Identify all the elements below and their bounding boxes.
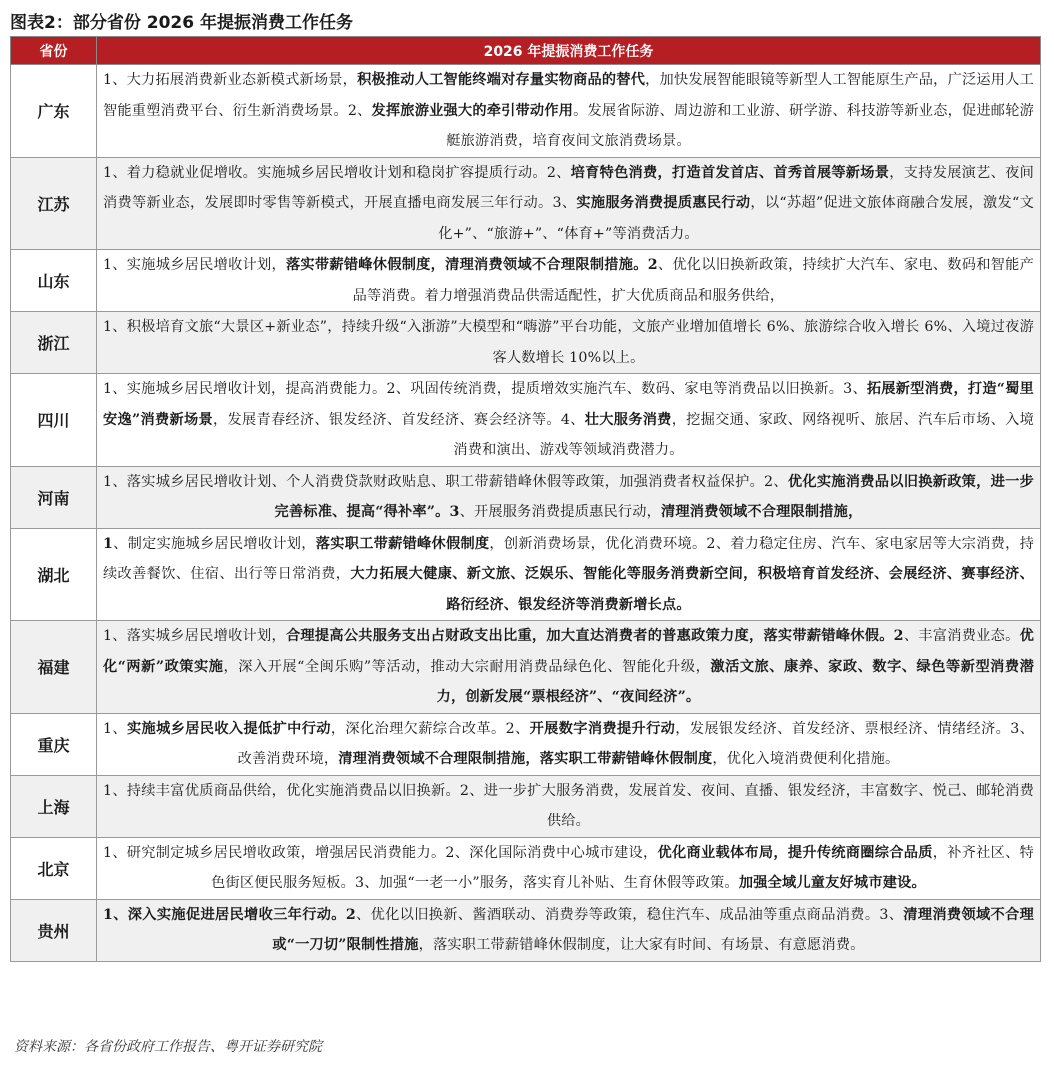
- province-cell: 山东: [11, 250, 97, 312]
- table-row: [11, 837, 1041, 899]
- task-text-bold: 实施服务消费提质惠民行动: [576, 195, 751, 211]
- table-row: [11, 621, 1041, 714]
- task-text-bold: 发挥旅游业强大的牵引带动作用: [371, 102, 574, 119]
- figure-caption: 图表2：部分省份 2026 年提振消费工作任务: [10, 13, 353, 33]
- table-row: [11, 466, 1041, 528]
- task-cell: [97, 775, 1041, 837]
- table-row: [11, 374, 1041, 467]
- table-row: [11, 713, 1041, 775]
- table-row: [11, 65, 1041, 158]
- task-text-bold: 落实带薪错峰休假制度，清理消费领域不合理限制措施。2: [285, 257, 658, 273]
- task-text: 、优化以旧换新、酱酒联动、消费券等政策，稳住汽车、成品油等重点商品消费。3、: [355, 906, 904, 923]
- task-text: 、丰富消费业态。: [903, 628, 1020, 644]
- task-text: ，优化入境消费便利化措施。: [712, 751, 900, 767]
- task-text: 1、积极培育文旅“大景区+新业态”，持续升级“入浙游”大模型和“嗨游”平台功能，文旅产业增加值增长 6%、旅游综合收入增长 6%、入境过夜游客人数增长 10%以上。: [103, 319, 1034, 366]
- table-row: [11, 775, 1041, 837]
- table-header-row: [11, 37, 1041, 65]
- province-cell: 广东: [11, 65, 97, 158]
- task-text-bold: 落实职工带薪错峰休假制度: [315, 535, 490, 552]
- table-row: [11, 157, 1041, 250]
- task-text: 1、研究制定城乡居民增收政策，增强居民消费能力。2、深化国际消费中心城市建设，: [103, 844, 658, 861]
- province-cell: 四川: [11, 374, 97, 467]
- task-text: 1、落实城乡居民增收计划、个人消费贷款财政贴息、职工带薪错峰休假等政策，加强消费者权益保护。2、: [103, 473, 788, 490]
- task-cell: [97, 713, 1041, 775]
- task-text: 、开展服务消费提质惠民行动，: [459, 504, 662, 520]
- task-text-bold: 1、深入实施促进居民增收三年行动。2: [103, 906, 356, 923]
- table-row: [11, 899, 1041, 961]
- task-text: ，深入开展“全闽乐购”等活动，推动大宗耐用消费品绿色化、智能化升级，: [223, 658, 711, 675]
- task-text: ，创新消费场景，优化消费环境。2、着力稳定住房、汽车、家电家居等大宗消费，持续改善餐饮、住宿、出行等日常消费，: [103, 535, 1034, 582]
- task-text: ，挖掘交通、家政、网络视听、旅居、汽车后市场、入境消费和演出、游戏等领域消费潜力。: [453, 411, 1034, 458]
- task-text: 、优化以旧换新政策，持续扩大汽车、家电、数码和智能产品等消费。着力增强消费品供需适配性，扩大优质商品和服务供给，: [352, 257, 1034, 304]
- table-row: [11, 528, 1041, 621]
- province-cell: 上海: [11, 775, 97, 837]
- task-cell: [97, 250, 1041, 312]
- province-cell: 河南: [11, 466, 97, 528]
- task-cell: [97, 374, 1041, 467]
- province-cell: 贵州: [11, 899, 97, 961]
- task-text-bold: 优化“两新”政策实施: [103, 628, 1034, 675]
- task-cell: [97, 65, 1041, 158]
- task-cell: [97, 466, 1041, 528]
- task-text-bold: 加强全域儿童友好城市建设。: [738, 875, 926, 891]
- province-cell: 重庆: [11, 713, 97, 775]
- table-row: [11, 250, 1041, 312]
- task-text: 1、: [103, 720, 127, 737]
- task-cell: [97, 837, 1041, 899]
- header-province: 省份: [11, 37, 97, 65]
- task-text: ，深化治理欠薪综合改革。2、: [330, 720, 530, 737]
- table-body: [11, 65, 1041, 962]
- source-note: 资料来源：各省份政府工作报告、粤开证券研究院: [14, 1039, 322, 1055]
- task-text: 。发展省际游、周边游和工业游、研学游、科技游等新业态，促进邮轮游艇旅游消费，培育夜间文旅消费场景。: [446, 102, 1035, 149]
- task-text-bold: 1: [103, 535, 114, 552]
- task-text-bold: 大力拓展大健康、新文旅、泛娱乐、智能化等服务消费新空间，积极培育首发经济、会展经济、赛事经济、路衍经济、银发经济等消费新增长点。: [350, 566, 1034, 613]
- task-text: 1、大力拓展消费新业态新模式新场景，: [103, 72, 358, 88]
- task-text: ，发展青春经济、银发经济、首发经济、赛会经济等。4、: [212, 411, 585, 428]
- task-cell: [97, 157, 1041, 250]
- task-text: 1、实施城乡居民增收计划，提高消费能力。2、巩固传统消费，提质增效实施汽车、数码、家电等消费品以旧换新。3、: [103, 381, 867, 397]
- province-cell: 江苏: [11, 157, 97, 250]
- task-text-bold: 清理消费领域不合理限制措施，落实职工带薪错峰休假制度: [338, 751, 713, 767]
- task-cell: [97, 528, 1041, 621]
- task-text: ，加快发展智能眼镜等新型人工智能原生产品，广泛运用人工智能重塑消费平台、衍生新消费场景。2、: [103, 72, 1034, 119]
- task-text: ，补齐社区、特色街区便民服务短板。3、加强“一老一小”服务，落实育儿补贴、生育休假等政策。: [211, 844, 1035, 891]
- header-tasks: 2026 年提振消费工作任务: [97, 37, 1041, 65]
- task-text-bold: 壮大服务消费: [584, 411, 672, 428]
- task-text-bold: 合理提高公共服务支出占财政支出比重，加大直达消费者的普惠政策力度，落实带薪错峰休假。2: [285, 628, 904, 644]
- task-text: ，落实职工带薪错峰休假制度，让大家有时间、有场景、有意愿消费。: [418, 937, 865, 953]
- province-task-table: [10, 36, 1041, 962]
- task-text-bold: 实施城乡居民收入提低扩中行动: [126, 720, 331, 737]
- task-cell: [97, 312, 1041, 374]
- province-cell: 福建: [11, 621, 97, 714]
- task-text: 、制定实施城乡居民增收计划，: [113, 535, 316, 552]
- task-text-bold: 清理消费领域不合理限制措施，: [661, 504, 863, 520]
- task-text-bold: 培育特色消费，打造首发首店、首秀首展等新场景: [570, 164, 890, 181]
- task-text: 1、持续丰富优质商品供给，优化实施消费品以旧换新。2、进一步扩大服务消费，发展首发、夜间、直播、银发经济，丰富数字、悦己、邮轮消费供给。: [103, 782, 1034, 829]
- task-text: ，支持发展演艺、夜间消费等新业态，发展即时零售等新模式，开展直播电商发展三年行动。3、: [103, 164, 1035, 211]
- task-cell: [97, 621, 1041, 714]
- task-text: 1、落实城乡居民增收计划，: [103, 628, 286, 644]
- task-text-bold: 清理消费领域不合理或“一刀切”限制性措施: [272, 906, 1034, 953]
- task-text: ，发展银发经济、首发经济、票根经济、情绪经济。3、改善消费环境，: [237, 720, 1034, 767]
- task-text-bold: 开展数字消费提升行动: [529, 720, 676, 737]
- task-text: 1、着力稳就业促增收。实施城乡居民增收计划和稳岗扩容提质行动。2、: [103, 164, 571, 181]
- task-text-bold: 优化实施消费品以旧换新政策，进一步完善标准、提高“得补率”。3: [274, 473, 1034, 520]
- province-cell: 浙江: [11, 312, 97, 374]
- task-text: 1、实施城乡居民增收计划，: [103, 257, 286, 273]
- task-text: ，以“苏超”促进文旅体商融合发展，激发“文化+”、“旅游+”、“体育+”等消费活力。: [438, 195, 1034, 242]
- table-row: [11, 312, 1041, 374]
- task-text-bold: 积极推动人工智能终端对存量实物商品的替代: [357, 72, 646, 88]
- province-task-table-container: [10, 36, 1040, 962]
- province-cell: 北京: [11, 837, 97, 899]
- task-text-bold: 激活文旅、康养、家政、数字、绿色等新型消费潜力，创新发展“票根经济”、“夜间经济”。: [436, 658, 1035, 705]
- province-cell: 湖北: [11, 528, 97, 621]
- task-text-bold: 拓展新型消费，打造“蜀里安逸”消费新场景: [103, 381, 1034, 428]
- task-cell: [97, 899, 1041, 961]
- task-text-bold: 优化商业载体布局，提升传统商圈综合品质: [657, 844, 933, 861]
